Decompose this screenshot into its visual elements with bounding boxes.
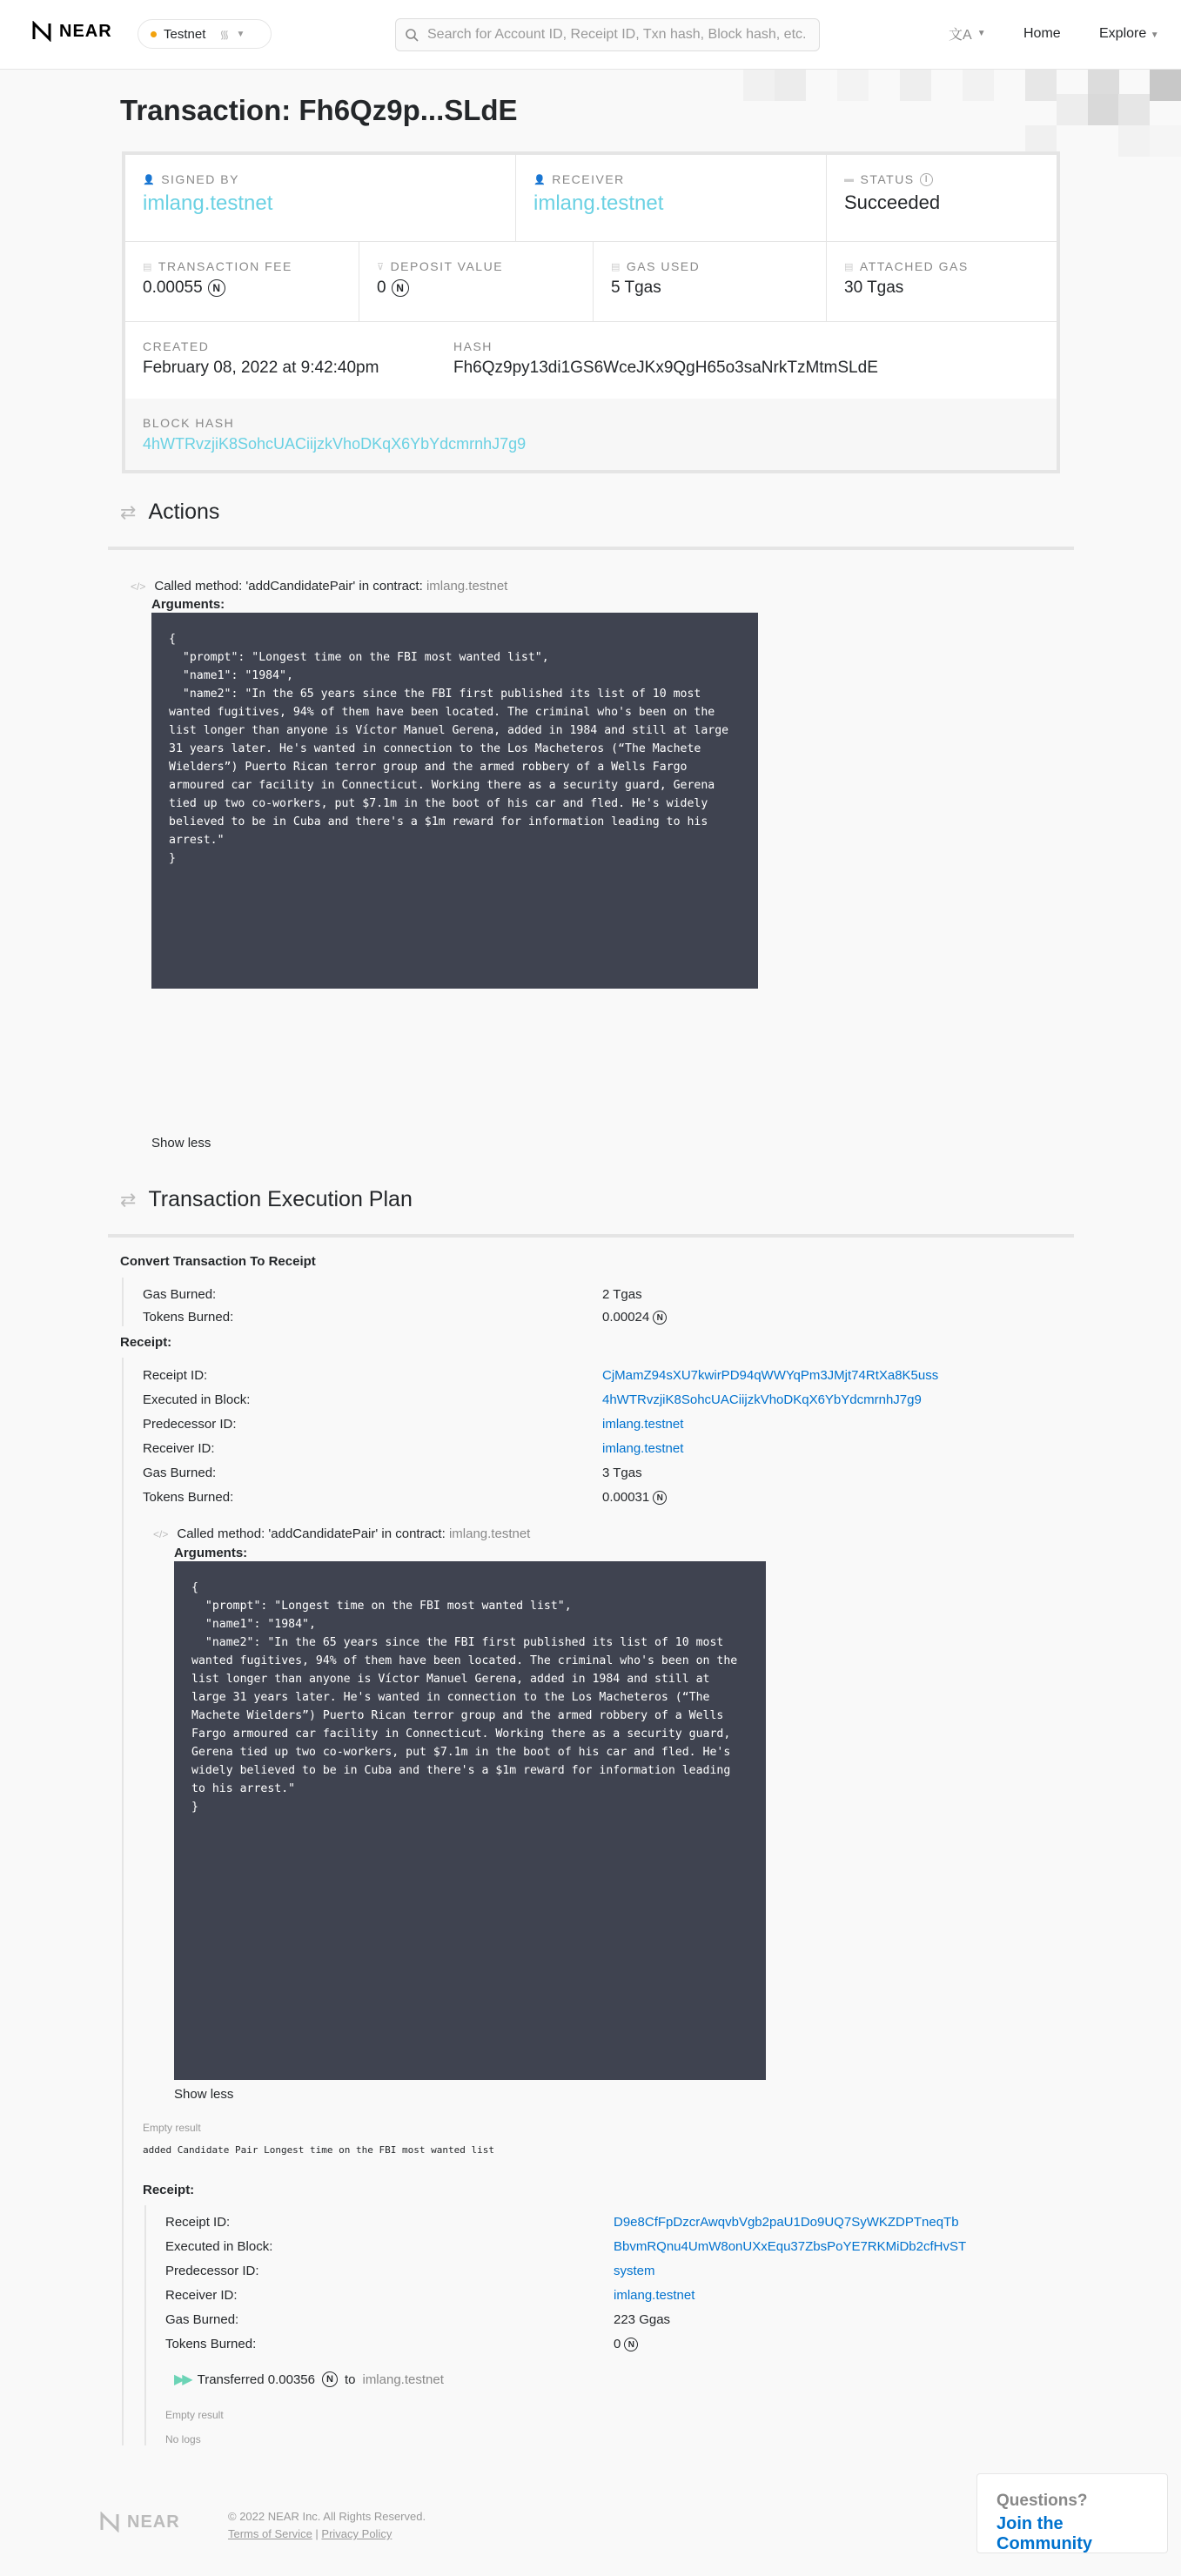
attached-gas-cell <box>827 242 1057 322</box>
logo-text: NEAR <box>59 21 112 41</box>
wifi-icon: ᯾ <box>219 28 230 41</box>
nav-explore-link[interactable] <box>1099 26 1159 42</box>
arguments-label: Arguments: <box>174 1546 248 1560</box>
predecessor-link[interactable]: system <box>614 2264 655 2278</box>
questions-text: Questions? <box>996 2492 1088 2510</box>
predecessor-link[interactable]: imlang.testnet <box>602 1417 684 1432</box>
signed-by-link[interactable]: imlang.testnet <box>143 191 273 215</box>
footer-copyright-block: © 2022 NEAR Inc. All Rights Reserved. Terms of Service | Privacy Policy <box>228 2510 426 2540</box>
fee-icon: ▤ <box>143 261 153 272</box>
row-label: Gas Burned: <box>165 2312 239 2327</box>
receiver-link[interactable]: imlang.testnet <box>614 2288 695 2303</box>
gas-used-cell <box>594 242 827 322</box>
row-value: 2 Tgas <box>602 1287 642 1302</box>
community-cta[interactable] <box>976 2473 1168 2553</box>
transfer-to: to <box>344 2371 356 2387</box>
fast-forward-icon: ▶▶ <box>174 2372 191 2387</box>
divider <box>108 547 1074 550</box>
divider <box>108 1234 1074 1238</box>
row-label: Predecessor ID: <box>165 2264 259 2278</box>
block-hash-link[interactable]: 4hWTRvzjiK8SohcUACiijzkVhoDKqX6YbYdcmrnhJ7g9 <box>143 435 527 453</box>
search-input[interactable] <box>427 27 810 43</box>
network-label: Testnet <box>164 26 206 42</box>
hash-label: HASH <box>453 339 493 353</box>
receipt-action-called-method <box>153 1526 530 1541</box>
row-label: Executed in Block: <box>165 2239 273 2254</box>
convert-label: Convert Transaction To Receipt <box>120 1254 316 1269</box>
filter-icon: ⊽ <box>377 261 386 272</box>
code-icon: </> <box>153 1528 169 1540</box>
near-logo[interactable] <box>31 21 112 42</box>
receipt-id-link[interactable]: CjMamZ94sXU7kwirPD94qWWYqPm3JMjt74RtXa8K5uss <box>602 1368 939 1383</box>
transfer-arrows-icon: ⇄ <box>120 500 137 523</box>
receiver-link[interactable]: imlang.testnet <box>602 1441 684 1456</box>
called-method-text: Called method: 'addCandidatePair' in contract: <box>177 1526 446 1541</box>
gas-used-label: GAS USED <box>626 259 701 273</box>
created-value: February 08, 2022 at 9:42:40pm <box>143 359 379 377</box>
contract-link[interactable]: imlang.testnet <box>448 1526 531 1541</box>
near-logo-icon <box>99 2512 120 2532</box>
join-community-link[interactable]: Join the Community <box>996 2514 1092 2553</box>
near-token-icon: N <box>392 279 409 297</box>
block-hash-label: BLOCK HASH <box>143 416 235 430</box>
row-value: 0 <box>614 2337 621 2351</box>
attached-gas-value: 30 Tgas <box>844 278 904 297</box>
footer-logo-text: NEAR <box>127 2512 180 2532</box>
block-link[interactable]: BbvmRQnu4UmW8onUXxEqu37ZbsPoYE7RKMiDb2cfHvST <box>614 2239 967 2254</box>
transfer-arrows-icon: ⇄ <box>120 1188 137 1211</box>
near-token-icon: N <box>322 2371 338 2387</box>
row-label: Tokens Burned: <box>143 1310 234 1325</box>
status-icon: ▬ <box>844 174 856 184</box>
vertical-guide <box>122 1358 124 2445</box>
near-token-icon: N <box>624 2338 638 2351</box>
top-navbar <box>0 0 1181 70</box>
gas-icon: ▤ <box>611 261 621 272</box>
receipt-label: Receipt: <box>120 1335 172 1350</box>
created-hash-row <box>125 322 1057 399</box>
near-token-icon: N <box>653 1491 667 1505</box>
row-label: Tokens Burned: <box>143 1490 234 1505</box>
row-label: Gas Burned: <box>143 1466 217 1480</box>
row-value: 0.00031 <box>602 1490 650 1505</box>
status-info-icon[interactable]: I <box>920 173 933 186</box>
near-token-icon: N <box>653 1311 667 1325</box>
near-token-icon: N <box>208 279 225 297</box>
actions-heading: Actions <box>148 500 220 524</box>
block-link[interactable]: 4hWTRvzjiK8SohcUACiijzkVhoDKqX6YbYdcmrnhJ7g9 <box>602 1392 922 1407</box>
execution-plan-heading: Transaction Execution Plan <box>148 1187 413 1211</box>
contract-link[interactable]: imlang.testnet <box>426 579 508 594</box>
deposit-cell <box>359 242 594 322</box>
search-bar[interactable] <box>395 18 820 51</box>
no-logs-label: No logs <box>165 2433 201 2445</box>
vertical-guide <box>144 2205 146 2445</box>
signed-by-cell <box>125 155 516 242</box>
fee-label: TRANSACTION FEE <box>158 259 292 273</box>
hash-value: Fh6Qz9py13di1GS6WceJKx9QgH65o3saNrkTzMtmSLdE <box>453 359 878 377</box>
row-label: Tokens Burned: <box>165 2337 257 2351</box>
terms-link[interactable]: Terms of Service <box>228 2527 312 2540</box>
user-icon: 👤 <box>143 174 157 185</box>
translate-icon: 文A <box>949 28 972 43</box>
chevron-down-icon: ▼ <box>976 29 986 38</box>
nav-home-link[interactable]: Home <box>1023 26 1061 41</box>
receipt-label: Receipt: <box>143 2183 195 2197</box>
transfer-account-link[interactable]: imlang.testnet <box>362 2371 444 2387</box>
row-label: Receipt ID: <box>165 2215 231 2230</box>
status-cell <box>827 155 1057 242</box>
row-value: 0.00024 <box>602 1310 650 1325</box>
show-less-link[interactable]: Show less <box>151 1136 211 1150</box>
privacy-link[interactable]: Privacy Policy <box>321 2527 393 2540</box>
search-icon <box>405 28 419 42</box>
nav-explore-label: Explore <box>1099 26 1147 41</box>
near-logo-icon <box>31 21 52 42</box>
actions-header <box>120 500 219 525</box>
code-icon: </> <box>131 580 146 593</box>
chevron-down-icon: ▼ <box>1150 30 1159 40</box>
receiver-cell <box>516 155 827 242</box>
fee-cell <box>125 242 359 322</box>
attached-gas-label: ATTACHED GAS <box>859 259 969 273</box>
log-line: added Candidate Pair Longest time on the FBI most wanted list <box>143 2144 494 2156</box>
footer-logo <box>99 2512 180 2532</box>
signed-by-label: SIGNED BY <box>161 172 239 186</box>
receiver-link[interactable]: imlang.testnet <box>533 191 664 215</box>
gas-used-value: 5 Tgas <box>611 278 661 297</box>
row-label: Receipt ID: <box>143 1368 208 1383</box>
execution-plan-header <box>120 1187 413 1212</box>
receipt-id-link[interactable]: D9e8CfFpDzcrAwqvbVgb2paU1Do9UQ7SyWKZDPTneqTb <box>614 2215 959 2230</box>
row-label: Gas Burned: <box>143 1287 217 1302</box>
chevron-down-icon: ▼ <box>236 29 245 39</box>
called-method-text: Called method: 'addCandidatePair' in contract: <box>154 579 423 594</box>
receiver-label: RECEIVER <box>552 172 625 186</box>
vertical-guide <box>122 1278 124 1326</box>
block-hash-row <box>125 399 1057 470</box>
page-title: Transaction: Fh6Qz9p...SLdE <box>120 94 518 126</box>
network-selector[interactable] <box>138 19 272 49</box>
row-label: Predecessor ID: <box>143 1417 237 1432</box>
row-label: Receiver ID: <box>143 1441 215 1456</box>
result-label: Empty result <box>143 2122 201 2134</box>
gas-icon: ▤ <box>844 261 855 272</box>
user-icon: 👤 <box>533 174 547 185</box>
network-status-dot <box>151 31 157 37</box>
copyright-text: © 2022 NEAR Inc. All Rights Reserved. <box>228 2510 426 2523</box>
row-label: Executed in Block: <box>143 1392 251 1407</box>
show-less-link[interactable]: Show less <box>174 2087 234 2102</box>
fee-value: 0.00055 <box>143 278 203 297</box>
arguments-code-block: { "prompt": "Longest time on the FBI most wanted list", "name1": "1984", "name2": "In the 65 years since the FBI first published its list of 10 most wanted fugitives, 94% of them have been located. The criminal who's been on the list longer than anyone is Víctor Manuel Gerena, added in 1984 and still at large 31 years later. He's wanted in connection to the Los Macheteros (“The Machete Wielders”) Puerto Rican terror group and the armed robbery of a Wells Fargo armoured car facility in Connecticut. Working there as a security guard, Gerena tied up two co-workers, put $7.1m in the boot of his car and fled. He's widely believed to be in Cuba and there's a $1m reward for information leading to his arrest." } <box>151 613 758 989</box>
arguments-code-block: { "prompt": "Longest time on the FBI most wanted list", "name1": "1984", "name2": "In the 65 years since the FBI first published its list of 10 most wanted fugitives, 94% of them have been located. The criminal who's been on the list longer than anyone is Víctor Manuel Gerena, added in 1984 and still at large 31 years later. He's wanted in connection to the Los Macheteros (“The Machete Wielders”) Puerto Rican terror group and the armed robbery of a Wells Fargo armoured car facility in Connecticut. Working there as a security guard, Gerena tied up two co-workers, put $7.1m in the boot of his car and fled. He's widely believed to be in Cuba and there's a $1m reward for information leading to his arrest." } <box>174 1561 766 2080</box>
deposit-value: 0 <box>377 278 386 297</box>
row-label: Receiver ID: <box>165 2288 238 2303</box>
row-value: 3 Tgas <box>602 1466 642 1480</box>
transaction-info-card <box>122 151 1060 473</box>
result-label: Empty result <box>165 2409 224 2421</box>
row-value: 223 Ggas <box>614 2312 671 2327</box>
status-label: STATUS <box>860 172 915 186</box>
action-called-method <box>131 579 507 594</box>
created-label: CREATED <box>143 339 210 353</box>
language-selector[interactable] <box>949 23 986 44</box>
deposit-label: DEPOSIT VALUE <box>390 259 504 273</box>
status-value: Succeeded <box>844 191 941 213</box>
transfer-amount: Transferred 0.00356 <box>197 2371 315 2387</box>
transfer-action <box>174 2371 444 2388</box>
arguments-label: Arguments: <box>151 597 225 612</box>
